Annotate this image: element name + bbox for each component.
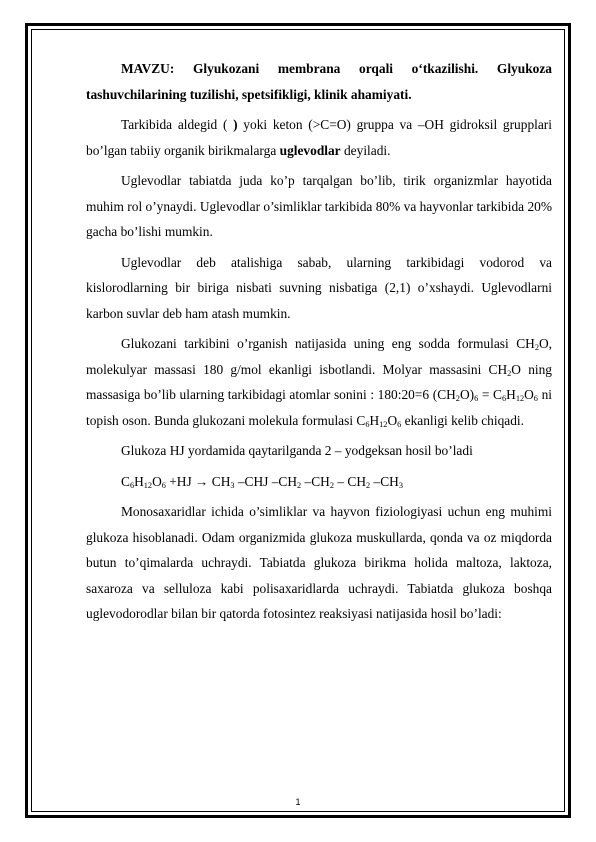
subscript: 2 (297, 480, 302, 490)
text-run: C (121, 473, 130, 489)
text-run: H (369, 412, 380, 428)
page-number: 1 (295, 797, 301, 807)
text-run: deyiladi. (340, 142, 391, 158)
subscript: 6 (129, 480, 135, 490)
subscript: 12 (143, 480, 153, 490)
subscript: 2 (329, 480, 334, 490)
text-run: – CH (334, 473, 366, 489)
subscript: 6 (161, 480, 166, 490)
subscript: 6 (397, 419, 402, 429)
subscript: 12 (515, 394, 525, 404)
text-run: O ning massasiga bo’lib ularning tarkibidagi atomlar sonini : 180:20=6 (CH (86, 361, 552, 402)
paragraph-reduction: Glukoza HJ yordamida qaytarilganda 2 – yodgeksan hosil bo’ladi (121, 443, 473, 458)
subscript: 6 (533, 394, 538, 404)
subscript: 6 (365, 419, 370, 429)
text-run: yoki keton (>C=O) gruppa va –OH gidroksil grupplari bo’lgan tabiiy organik birikmalarga (86, 117, 552, 158)
subscript: 2 (507, 368, 512, 378)
document-title (86, 56, 552, 107)
subscript: 6 (502, 394, 507, 404)
text-run: –CHJ –CH (234, 473, 298, 489)
text-run: O (524, 387, 534, 402)
paragraph-formula (86, 331, 552, 433)
title-text: Glyukozani membrana orqali o‘tkazilishi. Glyukoza tashuvchilarining tuzilishi, spetsifikligi, klinik ahamiyati. (86, 61, 552, 102)
text-run: +HJ → CH (165, 473, 231, 489)
paragraph-definition (86, 112, 552, 163)
paragraph-name-origin: Uglevodlar deb atalishiga sabab, ularning tarkibidagi vodorod va kislorodlarning bir biriga nisbati suvning nisbatiga (2,1) o’xshaydi. Uglevodlarni karbon suvlar deb ham atash mumkin. (86, 254, 552, 321)
text-run: O (152, 473, 162, 489)
subscript: 3 (230, 480, 235, 490)
bold-term: uglevodlar (279, 142, 341, 158)
paragraph-distribution: Uglevodlar tabiatda juda ko’p tarqalgan bo’lib, tirik organizmlar hayotida muhim rol o’ynaydi. Uglevodlar o’simliklar tarkibida 80% va hayvonlar tarkibida 20% gacha bo’lishi mumkin. (86, 173, 552, 239)
text-run: O (387, 412, 398, 428)
text-run: H (134, 473, 144, 489)
subscript: 3 (398, 480, 403, 490)
text-run: O) (459, 387, 475, 402)
text-run: = C (478, 387, 502, 402)
title-label: MAVZU: (121, 61, 193, 76)
text-run: H (506, 387, 516, 402)
text-run: ekanligi kelib chiqadi. (401, 412, 524, 428)
text-run: Tarkibida aldegid ( (121, 117, 234, 132)
text-run: –CH (370, 473, 399, 489)
text-run: O, molekulyar massasi 180 g/mol ekanligi isbotlandi. Molyar massasini CH (86, 336, 552, 377)
text-run: –CH (301, 473, 330, 489)
document-body (86, 56, 552, 632)
subscript: 2 (534, 343, 539, 353)
subscript: 2 (455, 394, 460, 404)
bold-paren: ) (233, 117, 238, 132)
subscript: 12 (379, 419, 388, 429)
text-run: ni topish oson. Bunda glukozani molekula formulasi C (86, 387, 552, 428)
paragraph-occurrence: Monosaxaridlar ichida o’simliklar va hayvon fiziologiyasi uchun eng muhimi glukoza hisoblanadi. Odam organizmida glukoza muskullarda, qonda va oz miqdorda butun to’qimalarda uchraydi. Tabiatda glukoza birikma holida maltoza, laktoza, saxaroza va selluloza kabi polisaxaridlarda uchraydi. Tabiatda glukoza boshqa uglevodorodlar bilan bir qatorda fotosintez reaksiyasi natijasida hosil bo’ladi: (86, 504, 552, 621)
text-run: Glukozani tarkibini o’rganish natijasida uning eng sodda formulasi CH (121, 336, 535, 351)
subscript: 6 (474, 394, 479, 404)
chemical-equation (86, 469, 552, 495)
subscript: 2 (366, 480, 371, 490)
